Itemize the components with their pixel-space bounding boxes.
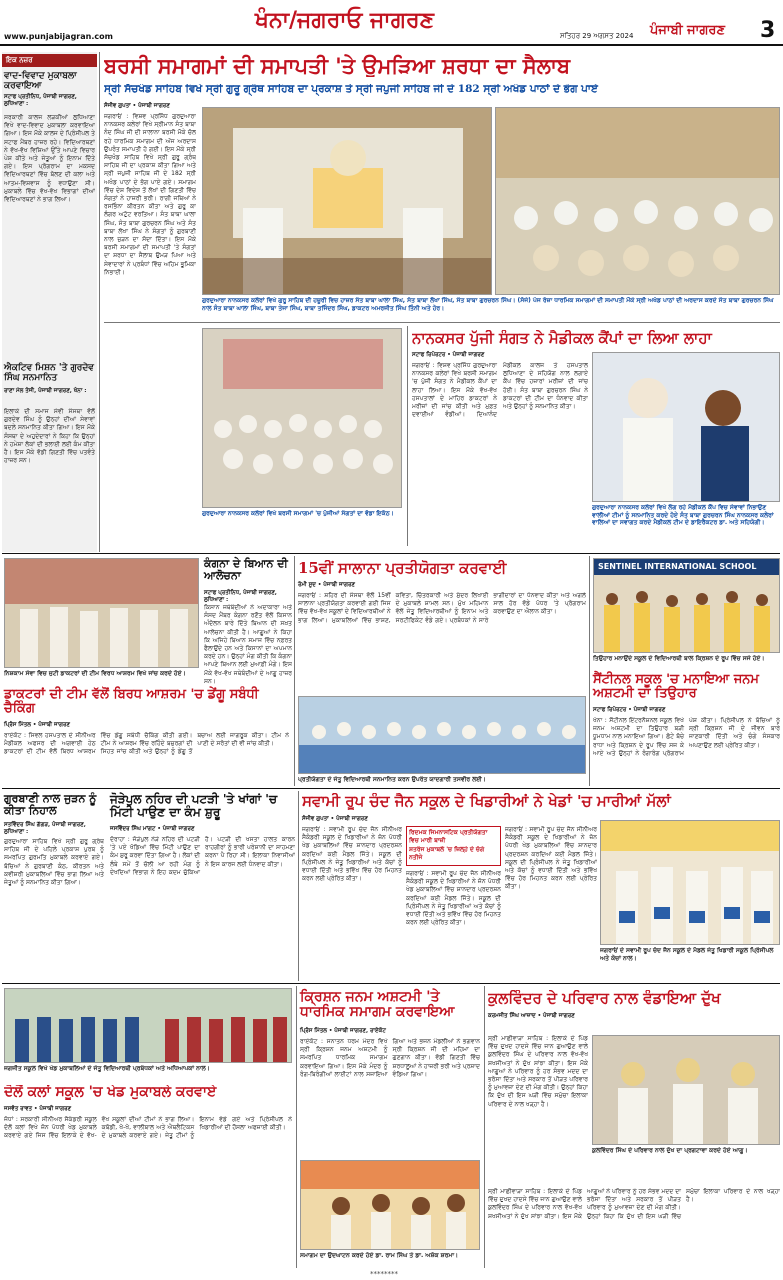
section-title: ਖੰਨਾ/ਜਗਰਾਓ ਜਾਗਰਣ [255,7,434,33]
lead-photo-right [495,107,780,295]
sidebar-story1-title: ਵਾਦ-ਵਿਵਾਦ ਮੁਕਾਬਲਾ ਕਰਵਾਇਆ [4,71,77,91]
jain-text-2: ਜਗਰਾਓਂ : ਸਵਾਮੀ ਰੂਪ ਚੰਦ ਜੈਨ ਸੀਨੀਅਰ ਸੈਕੰਡਰੀ ਸਕੂਲ ਦੇ ਖਿਡਾਰੀਆਂ ਨੇ ਜ਼ੋਨ ਪੱਧਰੀ ਖੇਡ ਮੁਕਾਬਲਿਆਂ ਵਿੱਚ ਸ਼ਾਨਦਾਰ ਪ੍ਰਦਰਸ਼ਨ ਕਰਦਿਆਂ ਕਈ ਮੈਡਲ ਜਿੱਤੇ। ਸਕੂਲ ਦੀ ਪ੍ਰਿੰਸੀਪਲ ਨੇ ਜੇਤੂ ਖਿਡਾਰੀਆਂ ਅਤੇ ਕੋਚਾਂ ਨੂੰ ਵਧਾਈ ਦਿੱਤੀ ਅਤੇ ਭਵਿੱਖ ਵਿੱਚ ਹੋਰ ਮਿਹਨਤ ਕਰਨ ਲਈ ਪ੍ਰੇਰਿਤ ਕੀਤਾ। [406,870,501,927]
lead-photo-main [202,107,492,295]
condolence-caption: ਕੁਲਵਿੰਦਰ ਸਿੰਘ ਦੇ ਪਰਿਵਾਰ ਨਾਲ ਦੁੱਖ ਦਾ ਪ੍ਰਗਟਾਵਾ ਕਰਦੇ ਹੋਏ ਆਗੂ। [592,1147,748,1154]
hospital-caption: ਨਿਸ਼ਕਾਮ ਸੇਵਾ ਵਿਚ ਜੁਟੀ ਡਾਕਟਰਾਂ ਦੀ ਟੀਮ ਵਿਰਧ ਆਸ਼ਰਮ ਵਿਖੇ ਜਾਂਚ ਕਰਦੇ ਹੋਏ। [4,670,186,677]
edition-date: ਸਤਿਹਰ 29 ਅਗਸਤ 2024 [560,32,634,40]
jain-highlight-box [406,826,501,866]
jain-box1: ਰਿਦਮਕ ਜਿਮਨਾਸਟਿਕ ਪ੍ਰਤੀਯੋਗਤਾ ਵਿਚ ਮਾਰੀ ਬਾਜ਼ੀ [409,829,488,844]
contest-photo [298,696,586,774]
sports-text: ਜੋਧਾਂ : ਸਰਕਾਰੀ ਸੀਨੀਅਰ ਸੈਕੰਡਰੀ ਸਕੂਲ ਦੋਲੋਂ ਕਲਾਂ ਵਿਖੇ ਜ਼ੋਨ ਪੱਧਰੀ ਖੇਡ ਮੁਕਾਬਲੇ ਕਰਵਾਏ ਗਏ ਜਿਸ ਵਿੱਚ ਇਲਾਕੇ ਦੇ ਵੱਖ-ਵੱਖ ਸਕੂਲਾਂ ਦੀਆਂ ਟੀਮਾਂ ਨੇ ਭਾਗ ਲਿਆ। ਕਬੱਡੀ, ਖੋ-ਖੋ, ਵਾਲੀਬਾਲ ਅਤੇ ਐਥਲੈਟਿਕਸ ਦੇ ਮੁਕਾਬਲੇ ਕਰਵਾਏ ਗਏ। ਜੇਤੂ ਟੀਮਾਂ ਨੂੰ ਇਨਾਮ ਵੰਡੇ ਗਏ ਅਤੇ ਪ੍ਰਿੰਸੀਪਲ ਨੇ ਖਿਡਾਰੀਆਂ ਦੀ ਹੌਸਲਾ ਅਫਜ਼ਾਈ ਕੀਤੀ। [4,1116,292,1140]
lead-photo-crowd [202,328,402,508]
lead-photo-art [203,108,492,295]
kangana-headline: ਕੰਗਨਾ ਦੇ ਬਿਆਨ ਦੀ ਆਲੋਚਨਾ [204,557,288,583]
hospital-photo-art [5,559,199,668]
paper-name: ਪੰਜਾਬੀ ਜਾਗਰਣ [650,23,725,38]
jain-text: ਜਗਰਾਓਂ : ਸਵਾਮੀ ਰੂਪ ਚੰਦ ਜੈਨ ਸੀਨੀਅਰ ਸੈਕੰਡਰੀ ਸਕੂਲ ਦੇ ਖਿਡਾਰੀਆਂ ਨੇ ਜ਼ੋਨ ਪੱਧਰੀ ਖੇਡ ਮੁਕਾਬਲਿਆਂ ਵਿੱਚ ਸ਼ਾਨਦਾਰ ਪ੍ਰਦਰਸ਼ਨ ਕਰਦਿਆਂ ਕਈ ਮੈਡਲ ਜਿੱਤੇ। ਸਕੂਲ ਦੀ ਪ੍ਰਿੰਸੀਪਲ ਨੇ ਜੇਤੂ ਖਿਡਾਰੀਆਂ ਅਤੇ ਕੋਚਾਂ ਨੂੰ ਵਧਾਈ ਦਿੱਤੀ ਅਤੇ ਭਵਿੱਖ ਵਿੱਚ ਹੋਰ ਮਿਹਨਤ ਕਰਨ ਲਈ ਪ੍ਰੇਰਿਤ ਕੀਤਾ। [302,826,402,883]
krishna-text: ਰਾਏਕੋਟ : ਸਨਾਤਨ ਧਰਮ ਮੰਦਰ ਵਿਖੇ ਸ੍ਰੀ ਕ੍ਰਿਸ਼ਨ ਜਨਮ ਅਸ਼ਟਮੀ ਨੂੰ ਸਮਰਪਿਤ ਧਾਰਮਿਕ ਸਮਾਗਮ ਕਰਵਾਇਆ ਗਿਆ। ਇਸ ਮੌਕੇ ਮੰਦਰ ਨੂੰ ਰੰਗ-ਬਿਰੰਗੀਆਂ ਲਾਈਟਾਂ ਨਾਲ ਸਜਾਇਆ ਗਿਆ ਅਤੇ ਭਜਨ ਮੰਡਲੀਆਂ ਨੇ ਭਗਵਾਨ ਸ੍ਰੀ ਕ੍ਰਿਸ਼ਨ ਜੀ ਦੀ ਮਹਿਮਾ ਦਾ ਗੁਣਗਾਨ ਕੀਤਾ। ਵੱਡੀ ਗਿਣਤੀ ਵਿੱਚ ਸ਼ਰਧਾਲੂਆਂ ਨੇ ਹਾਜ਼ਰੀ ਭਰੀ ਅਤੇ ਪ੍ਰਸ਼ਾਦ ਵੰਡਿਆ ਗਿਆ। [300,1038,480,1078]
janmashtami-byline: ਸਟਾਫ ਰਿਪੋਰਟਰ • ਪੰਜਾਬੀ ਜਾਗਰਣ [593,707,666,713]
jain-headline: ਸਵਾਮੀ ਰੂਪ ਚੰਦ ਜੈਨ ਸਕੂਲ ਦੇ ਖਿਡਾਰੀਆਂ ਨੇ ਖੇਡਾਂ 'ਚ ਮਾਰੀਆਂ ਮੱਲਾਂ [302,793,671,810]
krishna-byline: ਪ੍ਰਿੰਸ ਮਿੱਤਲ • ਪੰਜਾਬੀ ਜਾਗਰਣ, ਰਾਏਕੋਟ [300,1028,386,1034]
row4-rule [2,788,780,789]
site-url[interactable]: www.punjabijagran.com [4,32,113,41]
condolence-byline: ਕਰਮਜੀਤ ਸਿੰਘ ਆਜ਼ਾਦ • ਪੰਜਾਬੀ ਜਾਗਰਣ [488,1013,575,1019]
canal-byline: ਜਸਵਿੰਦਰ ਸਿੰਘ ਮਾਂਗਟ • ਪੰਜਾਬੀ ਜਾਗਰਣ [110,826,195,832]
sidebar-story2-text: ਇਲਾਕੇ ਦੀ ਸਮਾਜ ਸੇਵੀ ਸੰਸਥਾ ਵੱਲੋਂ ਗੁਰਦੇਵ ਸਿੰਘ ਨੂੰ ਉਨ੍ਹਾਂ ਦੀਆਂ ਸੇਵਾਵਾਂ ਬਦਲੇ ਸਨਮਾਨਿਤ ਕੀਤਾ ਗਿਆ। ਇਸ ਮੌਕੇ ਸੰਸਥਾ ਦੇ ਅਹੁਦੇਦਾਰਾਂ ਨੇ ਕਿਹਾ ਕਿ ਉਨ੍ਹਾਂ ਨੇ ਹਮੇਸ਼ਾ ਲੋਕਾਂ ਦੀ ਭਲਾਈ ਲਈ ਕੰਮ ਕੀਤਾ ਹੈ। ਇਸ ਮੌਕੇ ਵੱਡੀ ਗਿਣਤੀ ਵਿੱਚ ਪਤਵੰਤੇ ਹਾਜ਼ਰ ਸਨ। [4,408,95,465]
jain-box2: ਸ਼ਤਰੰਜ ਮੁਕਾਬਲੇ 'ਚ ਜ਼ਿਲ੍ਹੇ ਦੇ ਚੰਗੇ ਨਤੀਜੇ [409,846,485,861]
contest-byline: ਰੋਮੀ ਸੂਦ • ਪੰਜਾਬੀ ਜਾਗਰਣ [298,582,355,588]
kangana-byline: ਸਟਾਫ ਪ੍ਰਤੀਨਿਧ, ਪੰਜਾਬੀ ਜਾਗਰਣ, ਲੁਧਿਆਣਾ : [204,590,277,603]
kangana-text: ਕਿਸਾਨ ਜਥੇਬੰਦੀਆਂ ਨੇ ਅਦਾਕਾਰਾ ਅਤੇ ਸੰਸਦ ਮੈਂਬਰ ਕੰਗਨਾ ਰਣੌਤ ਵੱਲੋਂ ਕਿਸਾਨ ਅੰਦੋਲਨ ਬਾਰੇ ਦਿੱਤੇ ਬਿਆਨ ਦੀ ਸਖ਼ਤ ਆਲੋਚਨਾ ਕੀਤੀ ਹੈ। ਆਗੂਆਂ ਨੇ ਕਿਹਾ ਕਿ ਅਜਿਹੇ ਬਿਆਨ ਸਮਾਜ ਵਿੱਚ ਨਫ਼ਰਤ ਫੈਲਾਉਂਦੇ ਹਨ ਅਤੇ ਕਿਸਾਨਾਂ ਦਾ ਅਪਮਾਨ ਕਰਦੇ ਹਨ। ਉਨ੍ਹਾਂ ਮੰਗ ਕੀਤੀ ਕਿ ਕੰਗਨਾ ਆਪਣੇ ਬਿਆਨ ਲਈ ਮੁਆਫ਼ੀ ਮੰਗੇ। ਇਸ ਮੌਕੇ ਵੱਖ-ਵੱਖ ਜਥੇਬੰਦੀਆਂ ਦੇ ਆਗੂ ਹਾਜ਼ਰ ਸਨ। [204,604,292,684]
sports-photo-art [5,989,292,1063]
hospital-photo [4,558,199,668]
sidebar-story2-byline: ਰਾਣਾ ਮੱਲ ਤੇਜੀ, ਪੰਜਾਬੀ ਜਾਗਰਣ, ਖੰਨਾ : [4,388,87,394]
canal-text: ਦੋਰਾਹਾ : ਜੋੜੇਪੁਲ ਨੇੜੇ ਨਹਿਰ ਦੀ ਪਟੜੀ 'ਤੇ ਪਏ ਖੱਡਿਆਂ ਵਿੱਚ ਮਿੱਟੀ ਪਾਉਣ ਦਾ ਕੰਮ ਸ਼ੁਰੂ ਕਰਵਾ ਦਿੱਤਾ ਗਿਆ ਹੈ। ਲੋਕਾਂ ਦੀ ਲੰਬੇ ਸਮੇਂ ਤੋਂ ਚੱਲੀ ਆ ਰਹੀ ਮੰਗ ਨੂੰ ਦੇਖਦਿਆਂ ਵਿਭਾਗ ਨੇ ਇਹ ਕਦਮ ਚੁੱਕਿਆ ਹੈ। ਪਟੜੀ ਦੀ ਖਸਤਾ ਹਾਲਤ ਕਾਰਨ ਰਾਹਗੀਰਾਂ ਨੂੰ ਭਾਰੀ ਪਰੇਸ਼ਾਨੀ ਦਾ ਸਾਹਮਣਾ ਕਰਨਾ ਪੈ ਰਿਹਾ ਸੀ। ਇਲਾਕਾ ਨਿਵਾਸੀਆਂ ਨੇ ਇਸ ਕਾਰਜ ਲਈ ਧੰਨਵਾਦ ਕੀਤਾ। [110,836,295,876]
masthead [0,0,783,46]
medical-photo [592,352,780,502]
lead-photo-caption: ਗੁਰਦੁਆਰਾ ਨਾਨਕਸਰ ਕਲੇਰਾਂ ਵਿਖੇ ਗੁਰੂ ਸਾਹਿਬ ਦੀ ਹਜ਼ੂਰੀ ਵਿਚ ਹਾਜ਼ਰ ਸੰਤ ਬਾਬਾ ਘਾਲਾ ਸਿੰਘ, ਸੰਤ ਬਾਬਾ ਲੱਖਾ ਸਿੰਘ, ਸੰਤ ਬਾਬਾ ਗੁਰਚਰਨ ਸਿੰਘ। (ਸੱਜੇ) ਪੰਜ ਰੋਜ਼ਾ ਧਾਰਮਿਕ ਸਮਾਗਮਾਂ ਦੀ ਸਮਾਪਤੀ ਮੌਕੇ ਸ੍ਰੀ ਅਖੰਡ ਪਾਠਾਂ ਦੀ ਅਰਦਾਸ ਕਰਦੇ ਸੰਤ ਬਾਬਾ ਗੁਰਚਰਨ ਸਿੰਘ ਨਾਲ ਸੰਤ ਬਾਬਾ ਘਾਲਾ ਸਿੰਘ, ਬਾਬਾ ਤੇਜਾ ਸਿੰਘ, ਬਾਬਾ ਤਜਿੰਦਰ ਸਿੰਘ, ਡਾਕਟਰ ਅਮਰਜੀਤ ਸਿੰਘ ਤਿੰਨੀ ਅਤੇ ਹੋਰ। [202,297,774,312]
sports-headline: ਦੋਲੋਂ ਕਲਾਂ ਸਕੂਲ 'ਚ ਖੇਡ ਮੁਕਾਬਲੇ ਕਰਵਾਏ [4,1085,217,1100]
krishna-photo [300,1160,480,1250]
sidebar-tag: ਇਕ ਨਜ਼ਰ [2,54,97,67]
sports-byline: ਜਸਵੰਤ ਰਾਵਤ • ਪੰਜਾਬੀ ਜਾਗਰਣ [4,1106,72,1112]
jain-text-3: ਜਗਰਾਓਂ : ਸਵਾਮੀ ਰੂਪ ਚੰਦ ਜੈਨ ਸੀਨੀਅਰ ਸੈਕੰਡਰੀ ਸਕੂਲ ਦੇ ਖਿਡਾਰੀਆਂ ਨੇ ਜ਼ੋਨ ਪੱਧਰੀ ਖੇਡ ਮੁਕਾਬਲਿਆਂ ਵਿੱਚ ਸ਼ਾਨਦਾਰ ਪ੍ਰਦਰਸ਼ਨ ਕਰਦਿਆਂ ਕਈ ਮੈਡਲ ਜਿੱਤੇ। ਸਕੂਲ ਦੀ ਪ੍ਰਿੰਸੀਪਲ ਨੇ ਜੇਤੂ ਖਿਡਾਰੀਆਂ ਅਤੇ ਕੋਚਾਂ ਨੂੰ ਵਧਾਈ ਦਿੱਤੀ ਅਤੇ ਭਵਿੱਖ ਵਿੱਚ ਹੋਰ ਮਿਹਨਤ ਕਰਨ ਲਈ ਪ੍ਰੇਰਿਤ ਕੀਤਾ। [505,826,597,891]
medical-byline: ਸਟਾਫ ਰਿਪੋਰਟਰ • ਪੰਜਾਬੀ ਜਾਗਰਣ [412,352,485,358]
school-caption: ਤਿਉਹਾਰ ਮਨਾਉਂਦੇ ਸਕੂਲ ਦੇ ਵਿਦਿਆਰਥੀ ਬਾਲ ਕ੍ਰਿਸ਼ਨ ਦੇ ਰੂਪ ਵਿੱਚ ਸਜੇ ਹੋਏ। [593,655,765,662]
medical-text: ਜਗਰਾਓਂ : ਵਿਸ਼ਵ ਪ੍ਰਸਿੱਧ ਗੁਰਦੁਆਰਾ ਨਾਨਕਸਰ ਕਲੇਰਾਂ ਵਿਖੇ ਬਰਸੀ ਸਮਾਗਮ 'ਚ ਪੁੱਜੀ ਸੰਗਤ ਨੇ ਮੈਡੀਕਲ ਕੈਂਪਾਂ ਦਾ ਲਾਹਾ ਲਿਆ। ਇਸ ਮੌਕੇ ਵੱਖ-ਵੱਖ ਹਸਪਤਾਲਾਂ ਦੇ ਮਾਹਿਰ ਡਾਕਟਰਾਂ ਨੇ ਮਰੀਜ਼ਾਂ ਦੀ ਜਾਂਚ ਕੀਤੀ ਅਤੇ ਮੁਫ਼ਤ ਦਵਾਈਆਂ ਵੰਡੀਆਂ। ਦਿਆਨੰਦ ਮੈਡੀਕਲ ਕਾਲਜ ਤੇ ਹਸਪਤਾਲ ਲੁਧਿਆਣਾ ਦੇ ਸਹਿਯੋਗ ਨਾਲ ਲਗਾਏ ਕੈਂਪ ਵਿੱਚ ਹਜ਼ਾਰਾਂ ਮਰੀਜ਼ਾਂ ਦੀ ਜਾਂਚ ਹੋਈ। ਸੰਤ ਬਾਬਾ ਗੁਰਚਰਨ ਸਿੰਘ ਨੇ ਡਾਕਟਰਾਂ ਦੀ ਟੀਮ ਦਾ ਧੰਨਵਾਦ ਕੀਤਾ ਅਤੇ ਉਨ੍ਹਾਂ ਨੂੰ ਸਨਮਾਨਿਤ ਕੀਤਾ। [412,362,588,419]
row5-rule [2,983,780,984]
jain-photo-art [601,821,780,945]
jain-byline: ਸੰਜੀਵ ਗੁਪਤਾ • ਪੰਜਾਬੀ ਜਾਗਰਣ [302,816,368,822]
contest-caption: ਪ੍ਰਤੀਯੋਗਤਾ ਦੇ ਜੇਤੂ ਵਿਦਿਆਰਥੀ ਸਨਮਾਨਿਤ ਕਰਨ ਉਪਰੰਤ ਯਾਦਗਾਰੀ ਤਸਵੀਰ ਲਈ। [298,776,486,783]
lead-rule [104,322,780,323]
jain-divider [298,791,299,981]
school-divider [589,556,590,786]
jain-caption: ਜਗਰਾਓਂ ਦੇ ਸਵਾਮੀ ਰੂਪ ਚੰਦ ਜੈਨ ਸਕੂਲ ਦੇ ਮੈਡਲ ਜੇਤੂ ਖਿਡਾਰੀ ਸਕੂਲ ਪ੍ਰਿੰਸੀਪਲ ਅਤੇ ਕੋਚਾਂ ਨਾਲ। [600,947,774,962]
condolence-text: ਸ੍ਰੀ ਮਾਛੀਵਾੜਾ ਸਾਹਿਬ : ਇਲਾਕੇ ਦੇ ਪਿੰਡ ਵਿੱਚ ਦੁਖਦ ਹਾਦਸੇ ਵਿੱਚ ਜਾਨ ਗੁਆਉਣ ਵਾਲੇ ਕੁਲਵਿੰਦਰ ਸਿੰਘ ਦੇ ਪਰਿਵਾਰ ਨਾਲ ਵੱਖ-ਵੱਖ ਸ਼ਖਸੀਅਤਾਂ ਨੇ ਦੁੱਖ ਸਾਂਝਾ ਕੀਤਾ। ਇਸ ਮੌਕੇ ਆਗੂਆਂ ਨੇ ਪਰਿਵਾਰ ਨੂੰ ਹਰ ਸੰਭਵ ਮਦਦ ਦਾ ਭਰੋਸਾ ਦਿੱਤਾ ਅਤੇ ਸਰਕਾਰ ਤੋਂ ਪੀੜਤ ਪਰਿਵਾਰ ਨੂੰ ਮੁਆਵਜ਼ਾ ਦੇਣ ਦੀ ਮੰਗ ਕੀਤੀ। ਉਨ੍ਹਾਂ ਕਿਹਾ ਕਿ ਦੁੱਖ ਦੀ ਇਸ ਘੜੀ ਵਿੱਚ ਸਮੁੱਚਾ ਇਲਾਕਾ ਪਰਿਵਾਰ ਦੇ ਨਾਲ ਖੜ੍ਹਾ ਹੈ। [488,1035,588,1108]
condolence-photo-art [593,1036,780,1145]
sidebar-story1-byline: ਸਟਾਫ ਪ੍ਰਤੀਨਿਧ, ਪੰਜਾਬੀ ਜਾਗਰਣ, ਲੁਧਿਆਣਾ : [4,94,77,107]
doctors-headline: ਡਾਕਟਰਾਂ ਦੀ ਟੀਮ ਵੱਲੋਂ ਬਿਰਧ ਆਸ਼ਰਮ 'ਚ ਡੇਂਗੂ ਸਬੰਧੀ ਚੈਕਿੰਗ [4,687,259,717]
footer-mark: ******** [370,1270,398,1278]
contest-divider [294,556,295,786]
contest-text: ਜਗਰਾਓਂ : ਸ਼ਹਿਰ ਦੀ ਸੰਸਥਾ ਵੱਲੋਂ 15ਵੀਂ ਸਾਲਾਨਾ ਪ੍ਰਤੀਯੋਗਤਾ ਕਰਵਾਈ ਗਈ ਜਿਸ ਵਿੱਚ ਵੱਖ-ਵੱਖ ਸਕੂਲਾਂ ਦੇ ਵਿਦਿਆਰਥੀਆਂ ਨੇ ਭਾਗ ਲਿਆ। ਮੁਕਾਬਲਿਆਂ ਵਿੱਚ ਭਾਸ਼ਣ, ਕਵਿਤਾ, ਚਿੱਤਰਕਾਰੀ ਅਤੇ ਸੁੰਦਰ ਲਿਖਾਈ ਦੇ ਮੁਕਾਬਲੇ ਸ਼ਾਮਲ ਸਨ। ਮੁੱਖ ਮਹਿਮਾਨ ਵੱਲੋਂ ਜੇਤੂ ਵਿਦਿਆਰਥੀਆਂ ਨੂੰ ਇਨਾਮ ਅਤੇ ਸਰਟੀਫਿਕੇਟ ਵੰਡੇ ਗਏ। ਪ੍ਰਬੰਧਕਾਂ ਨੇ ਸਾਰੇ ਭਾਗੀਦਾਰਾਂ ਦਾ ਧੰਨਵਾਦ ਕੀਤਾ ਅਤੇ ਅਗਲੇ ਸਾਲ ਹੋਰ ਵੱਡੇ ਪੱਧਰ 'ਤੇ ਪ੍ਰੋਗਰਾਮ ਕਰਵਾਉਣ ਦਾ ਐਲਾਨ ਕੀਤਾ। [298,592,586,624]
condolence-photo [592,1035,780,1145]
school-banner: SENTINEL INTERNATIONAL SCHOOL [594,559,780,575]
sidebar-story2-title: ਐਕਟਿਵ ਮਿਸ਼ਨ 'ਤੇ ਗੁਰਦੇਵ ਸਿੰਘ ਸਨਮਾਨਿਤ [4,363,94,383]
krishna-caption: ਸਮਾਗਮ ਦਾ ਉਦਘਾਟਨ ਕਰਦੇ ਹੋਏ ਡਾ. ਰਾਮ ਸਿੰਘ ਤੇ ਡਾ. ਅਸ਼ੋਕ ਸ਼ਰਮਾ। [300,1252,459,1259]
school-photo-art [594,575,780,653]
doctors-text: ਰਾਏਕੋਟ : ਸਿਵਲ ਹਸਪਤਾਲ ਦੇ ਸੀਨੀਅਰ ਮੈਡੀਕਲ ਅਫਸਰ ਦੀ ਅਗਵਾਈ ਹੇਠ ਡਾਕਟਰਾਂ ਦੀ ਟੀਮ ਵੱਲੋਂ ਬਿਰਧ ਆਸ਼ਰਮ ਵਿੱਚ ਡੇਂਗੂ ਸਬੰਧੀ ਚੈਕਿੰਗ ਕੀਤੀ ਗਈ। ਟੀਮ ਨੇ ਆਸ਼ਰਮ ਵਿੱਚ ਰਹਿੰਦੇ ਬਜ਼ੁਰਗਾਂ ਦੀ ਸਿਹਤ ਜਾਂਚ ਕੀਤੀ ਅਤੇ ਉਨ੍ਹਾਂ ਨੂੰ ਡੇਂਗੂ ਤੋਂ ਬਚਾਅ ਲਈ ਜਾਗਰੂਕ ਕੀਤਾ। ਟੀਮ ਨੇ ਪਾਣੀ ਦੇ ਸਰੋਤਾਂ ਦੀ ਵੀ ਜਾਂਚ ਕੀਤੀ। [4,732,289,756]
school-photo [593,558,780,653]
condolence-text-2: ਸ੍ਰੀ ਮਾਛੀਵਾੜਾ ਸਾਹਿਬ : ਇਲਾਕੇ ਦੇ ਪਿੰਡ ਵਿੱਚ ਦੁਖਦ ਹਾਦਸੇ ਵਿੱਚ ਜਾਨ ਗੁਆਉਣ ਵਾਲੇ ਕੁਲਵਿੰਦਰ ਸਿੰਘ ਦੇ ਪਰਿਵਾਰ ਨਾਲ ਵੱਖ-ਵੱਖ ਸ਼ਖਸੀਅਤਾਂ ਨੇ ਦੁੱਖ ਸਾਂਝਾ ਕੀਤਾ। ਇਸ ਮੌਕੇ ਆਗੂਆਂ ਨੇ ਪਰਿਵਾਰ ਨੂੰ ਹਰ ਸੰਭਵ ਮਦਦ ਦਾ ਭਰੋਸਾ ਦਿੱਤਾ ਅਤੇ ਸਰਕਾਰ ਤੋਂ ਪੀੜਤ ਪਰਿਵਾਰ ਨੂੰ ਮੁਆਵਜ਼ਾ ਦੇਣ ਦੀ ਮੰਗ ਕੀਤੀ। ਉਨ੍ਹਾਂ ਕਿਹਾ ਕਿ ਦੁੱਖ ਦੀ ਇਸ ਘੜੀ ਵਿੱਚ ਸਮੁੱਚਾ ਇਲਾਕਾ ਪਰਿਵਾਰ ਦੇ ਨਾਲ ਖੜ੍ਹਾ ਹੈ। [488,1188,780,1220]
krishna-photo-art [301,1161,480,1250]
janmashtami-text: ਖੰਨਾ : ਸੈਂਟੀਨਲ ਇੰਟਰਨੈਸ਼ਨਲ ਸਕੂਲ ਵਿਖੇ ਜਨਮ ਅਸ਼ਟਮੀ ਦਾ ਤਿਉਹਾਰ ਬੜੀ ਧੂਮਧਾਮ ਨਾਲ ਮਨਾਇਆ ਗਿਆ। ਛੋਟੇ ਬੱਚੇ ਰਾਧਾ ਅਤੇ ਕ੍ਰਿਸ਼ਨ ਦੇ ਰੂਪ ਵਿੱਚ ਸਜ ਕੇ ਆਏ ਅਤੇ ਉਨ੍ਹਾਂ ਨੇ ਰੰਗਾਰੰਗ ਪ੍ਰੋਗਰਾਮ ਪੇਸ਼ ਕੀਤਾ। ਪ੍ਰਿੰਸੀਪਲ ਨੇ ਬੱਚਿਆਂ ਨੂੰ ਸ੍ਰੀ ਕ੍ਰਿਸ਼ਨ ਜੀ ਦੇ ਜੀਵਨ ਬਾਰੇ ਜਾਣਕਾਰੀ ਦਿੱਤੀ ਅਤੇ ਚੰਗੇ ਸੰਸਕਾਰ ਅਪਣਾਉਣ ਲਈ ਪ੍ਰੇਰਿਤ ਕੀਤਾ। [593,717,780,757]
jain-photo [600,820,780,945]
sports-caption: ਜਗਜੀਤ ਸਕੂਲ ਵਿਖੇ ਖੇਡ ਮੁਕਾਬਲਿਆਂ ਦੇ ਜੇਤੂ ਵਿਦਿਆਰਥੀ ਪ੍ਰਬੰਧਕਾਂ ਅਤੇ ਅਧਿਆਪਕਾਂ ਨਾਲ। [4,1065,210,1072]
lead-subheadline: ਸ੍ਰੀ ਸੱਚਖੰਡ ਸਾਹਿਬ ਵਿਖੇ ਸ੍ਰੀ ਗੁਰੂ ਗ੍ਰੰਥ ਸਾਹਿਬ ਦਾ ਪ੍ਰਕਾਸ਼ ਤੇ ਸ੍ਰੀ ਜਪੁਜੀ ਸਾਹਿਬ ਜੀ ਦੇ 182 ਸ੍ਰੀ ਅਖੰਡ ਪਾਠਾਂ ਦੇ ਭੋਗ ਪਾਏ [104,84,598,95]
janmashtami-headline: ਸੈਂਟੀਨਲ ਸਕੂਲ 'ਚ ਮਨਾਇਆ ਜਨਮ ਅਸ਼ਟਮੀ ਦਾ ਤਿਉਹਾਰ [593,672,759,702]
contest-photo-art [299,697,586,774]
sports-photo [4,988,292,1063]
contest-headline: 15ਵੀਂ ਸਾਲਾਨਾ ਪ੍ਰਤੀਯੋਗਤਾ ਕਰਵਾਈ [298,560,507,577]
medical-divider [407,326,408,546]
krishna-headline: ਕ੍ਰਿਸ਼ਨ ਜਨਮ ਅਸ਼ਟਮੀ 'ਤੇ ਧਾਰਮਿਕ ਸਮਾਗਮ ਕਰਵਾਇਆ [300,989,455,1021]
medical-headline: ਨਾਨਕਸਰ ਪੁੱਜੀ ਸੰਗਤ ਨੇ ਮੈਡੀਕਲ ਕੈਂਪਾਂ ਦਾ ਲਿਆ ਲਾਹਾ [412,330,712,347]
sidebar [2,52,97,552]
gurbani-byline: ਸਤਵਿੰਦਰ ਸਿੰਘ ਗੱਗੜ, ਪੰਜਾਬੀ ਜਾਗਰਣ, ਲੁਧਿਆਣਾ : [4,822,86,835]
crowd-art [203,329,402,508]
lead-headline: ਬਰਸੀ ਸਮਾਗਮਾਂ ਦੀ ਸਮਾਪਤੀ 'ਤੇ ਉਮੜਿਆ ਸ਼ਰਧਾ ਦਾ ਸੈਲਾਬ [104,54,571,78]
gurbani-headline: ਗੁਰਬਾਣੀ ਨਾਲ ਜੁੜਨ ਨੂੰ ਕੀਤਾ ਨਿਹਾਲ [4,792,97,818]
sidebar-story1-text: ਸਰਕਾਰੀ ਕਾਲਜ ਲੜਕੀਆਂ ਲੁਧਿਆਣਾ ਵਿਖੇ ਵਾਦ-ਵਿਵਾਦ ਮੁਕਾਬਲਾ ਕਰਵਾਇਆ ਗਿਆ। ਇਸ ਮੌਕੇ ਕਾਲਜ ਦੇ ਪ੍ਰਿੰਸੀਪਲ ਤੇ ਸਟਾਫ ਮੈਂਬਰ ਹਾਜ਼ਰ ਰਹੇ। ਵਿਦਿਆਰਥਣਾਂ ਨੇ ਵੱਖ-ਵੱਖ ਵਿਸ਼ਿਆਂ ਉੱਤੇ ਆਪਣੇ ਵਿਚਾਰ ਪੇਸ਼ ਕੀਤੇ ਅਤੇ ਜੇਤੂਆਂ ਨੂੰ ਇਨਾਮ ਦਿੱਤੇ ਗਏ। ਇਸ ਪ੍ਰੋਗਰਾਮ ਦਾ ਮਕਸਦ ਵਿਦਿਆਰਥਣਾਂ ਵਿੱਚ ਬੋਲਣ ਦੀ ਕਲਾ ਅਤੇ ਆਤਮ-ਵਿਸ਼ਵਾਸ ਨੂੰ ਵਧਾਉਣਾ ਸੀ। ਮੁਕਾਬਲੇ ਵਿੱਚ ਵੱਖ-ਵੱਖ ਵਿਭਾਗਾਂ ਦੀਆਂ ਵਿਦਿਆਰਥਣਾਂ ਨੇ ਭਾਗ ਲਿਆ। [4,114,95,204]
doctors-byline: ਪ੍ਰਿੰਸ ਮਿੱਤਲ • ਪੰਜਾਬੀ ਜਾਗਰਣ [4,722,70,728]
gurbani-text: ਗੁਰਦੁਆਰਾ ਸਾਹਿਬ ਵਿਖੇ ਸ੍ਰੀ ਗੁਰੂ ਗ੍ਰੰਥ ਸਾਹਿਬ ਜੀ ਦੇ ਪਹਿਲੇ ਪ੍ਰਕਾਸ਼ ਪੁਰਬ ਨੂੰ ਸਮਰਪਿਤ ਗੁਰਮਤਿ ਮੁਕਾਬਲੇ ਕਰਵਾਏ ਗਏ। ਬੱਚਿਆਂ ਨੇ ਗੁਰਬਾਣੀ ਕੰਠ, ਕੀਰਤਨ ਅਤੇ ਕਵੀਸ਼ਰੀ ਮੁਕਾਬਲਿਆਂ ਵਿੱਚ ਭਾਗ ਲਿਆ ਅਤੇ ਜੇਤੂਆਂ ਨੂੰ ਸਨਮਾਨਿਤ ਕੀਤਾ ਗਿਆ। [4,838,104,887]
lead-byline: ਸੰਜੀਵ ਗੁਪਤਾ • ਪੰਜਾਬੀ ਜਾਗਰਣ [104,103,170,109]
sidebar-divider [99,52,100,552]
page-number: 3 [760,18,776,43]
medical-caption: ਗੁਰਦੁਆਰਾ ਨਾਨਕਸਰ ਕਲੇਰਾਂ ਵਿਖੇ ਲੱਗ ਰਹੇ ਮੈਡੀਕਲ ਕੈਂਪ ਵਿਚ ਸੇਵਾਵਾਂ ਨਿਭਾਉਣ ਵਾਲੀਆਂ ਟੀਮਾਂ ਨੂੰ ਸਨਮਾਨਿਤ ਕਰਦੇ ਹੋਏ ਸੰਤ ਬਾਬਾ ਗੁਰਚਰਨ ਸਿੰਘ ਨਾਨਕਸਰ ਕਲੇਰਾਂ ਵਾਲਿਆਂ ਦਾ ਸਵਾਗਤ ਕਰਦੇ ਮੈਡੀਕਲ ਟੀਮ ਦੇ ਡਾਇਰੈਕਟਰ ਡਾ. ਅਤੇ ਸਹਿਯੋਗੀ। [592,504,774,526]
canal-headline: ਜੋੜੇਪੁਲ ਨਹਿਰ ਦੀ ਪਟੜੀ 'ਤੇ ਖਾਂਗਾਂ 'ਚ ਮਿੱਟੀ ਪਾਉਣ ਦਾ ਕੰਮ ਸ਼ੁਰੂ [110,792,278,820]
lead-text: ਜਗਰਾਓਂ : ਵਿਸ਼ਵ ਪ੍ਰਸਿੱਧ ਗੁਰਦੁਆਰਾ ਨਾਨਕਸਰ ਕਲੇਰਾਂ ਵਿਖੇ ਸ੍ਰੀਮਾਨ ਸੰਤ ਬਾਬਾ ਨੰਦ ਸਿੰਘ ਜੀ ਦੀ ਸਾਲਾਨਾ ਬਰਸੀ ਮੌਕੇ ਚੱਲ ਰਹੇ ਧਾਰਮਿਕ ਸਮਾਗਮ ਦੀ ਅੱਜ ਅਰਦਾਸ ਉਪਰੰਤ ਸਮਾਪਤੀ ਹੋ ਗਈ। ਇਸ ਮੌਕੇ ਸ੍ਰੀ ਸੱਚਖੰਡ ਸਾਹਿਬ ਵਿਖੇ ਸ੍ਰੀ ਗੁਰੂ ਗ੍ਰੰਥ ਸਾਹਿਬ ਜੀ ਦਾ ਪ੍ਰਕਾਸ਼ ਕੀਤਾ ਗਿਆ ਅਤੇ ਸ੍ਰੀ ਜਪੁਜੀ ਸਾਹਿਬ ਜੀ ਦੇ 182 ਸ੍ਰੀ ਅਖੰਡ ਪਾਠਾਂ ਦੇ ਭੋਗ ਪਾਏ ਗਏ। ਸਮਾਗਮ ਵਿੱਚ ਦੇਸ਼ ਵਿਦੇਸ਼ ਤੋਂ ਲੱਖਾਂ ਦੀ ਗਿਣਤੀ ਵਿੱਚ ਸੰਗਤਾਂ ਨੇ ਹਾਜ਼ਰੀ ਭਰੀ। ਰਾਗੀ ਜਥਿਆਂ ਨੇ ਰਸਭਿੰਨਾ ਕੀਰਤਨ ਕੀਤਾ ਅਤੇ ਗੁਰੂ ਕਾ ਲੰਗਰ ਅਟੁੱਟ ਵਰਤਿਆ। ਸੰਤ ਬਾਬਾ ਘਾਲਾ ਸਿੰਘ, ਸੰਤ ਬਾਬਾ ਗੁਰਚਰਨ ਸਿੰਘ ਅਤੇ ਸੰਤ ਬਾਬਾ ਲੱਖਾ ਸਿੰਘ ਨੇ ਸੰਗਤਾਂ ਨੂੰ ਗੁਰਬਾਣੀ ਨਾਲ ਜੁੜਨ ਦਾ ਸੱਦਾ ਦਿੱਤਾ। ਇਸ ਮੌਕੇ ਬਰਸੀ ਸਮਾਗਮਾਂ ਦੀ ਸਮਾਪਤੀ 'ਤੇ ਸੰਗਤਾਂ ਦਾ ਸ਼ਰਧਾ ਦਾ ਸੈਲਾਬ ਉਮੜ ਪਿਆ ਅਤੇ ਸੇਵਾਦਾਰਾਂ ਨੇ ਪ੍ਰਬੰਧਾਂ ਵਿੱਚ ਅਹਿਮ ਭੂਮਿਕਾ ਨਿਭਾਈ। [104,113,196,276]
medical-photo-art [593,353,780,502]
lead-photo2-caption: ਗੁਰਦੁਆਰਾ ਨਾਨਕਸਰ ਕਲੇਰਾਂ ਵਿਖੇ ਬਰਸੀ ਸਮਾਗਮਾਂ 'ਚ ਪੁੱਜੀਆਂ ਸੰਗਤਾਂ ਦਾ ਵੱਡਾ ਇਕੱਠ। [202,510,394,517]
condolence-divider [484,986,485,1268]
lead-photo-right-art [496,108,780,295]
row3-rule [2,553,780,554]
krishna-divider [296,986,297,1268]
condolence-headline: ਕੁਲਵਿੰਦਰ ਦੇ ਪਰਿਵਾਰ ਨਾਲ ਵੰਡਾਇਆ ਦੁੱਖ [488,990,721,1007]
